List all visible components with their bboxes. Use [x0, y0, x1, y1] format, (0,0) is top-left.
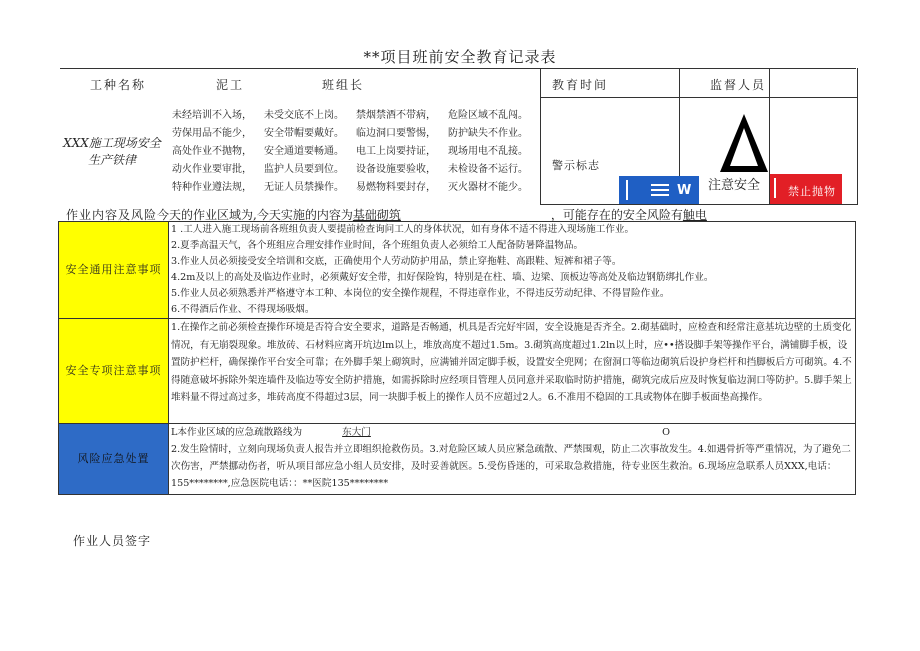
sign-bar — [626, 180, 628, 200]
scope-text: 今天实施的内容为 — [256, 208, 353, 222]
section-line: 1.在操作之前必须检查操作环境是否符合安全要求，道路是否畅通，机具是否完好牢固，安全设施是否齐全。2.砌基础时，应检查和经常注意基坑边壁的土质变化情况，有无崩裂现象。堆放砖、石材料应离开坑边lm以上，堆放高度不超过1.5m。3.砌筑高度超过1.2ln以上时，应••搭设脚手架等操作平台，满铺脚手板，设置防护栏杆，确保操作平台安全可靠；在外脚手架上砌筑时，应满铺并固定脚手板，设置安全兜网；在窗洞口等临边砌筑后设护身栏杆和挡脚板后方可砌筑。4.不得随意破坏拆除外架连墙件及临边等安全防护措施，如需拆除时应经项目管理人员同意并采取临时防护措施，砌筑完成后应及时恢复临边洞口等防护。5.脚手架上堆料量不得过高过多，堆砖高度不得超过3层，同一块脚手板上的操作人员不应超过2人。6.不准用不稳固的工具或物体在脚手板面垫高操作。 — [171, 322, 852, 403]
scope-text: 今天的作业区域为, — [157, 208, 257, 222]
rule-text: 动火作业要审批， — [172, 164, 252, 175]
rule-text: 防护缺失不作业。 — [448, 128, 528, 139]
section-line: 1 .工人进入施工现场前各班组负责人要提前检查询问工人的身体状况，如有身体不适不得进入现场施工作业。 — [171, 224, 635, 235]
supervisor-label: 监督人员 — [710, 78, 767, 92]
rule-text: 监护人员要到位。 — [264, 164, 344, 175]
sign-bar — [774, 178, 776, 198]
section-line: 2.发生险情时，立刻向现场负责人报告并立即组织抢救伤员。3.对危险区域人员应紧急疏散、严禁围观，防止二次事故发生。4.如遇骨折等严重情况，为了避免二次伤害，严禁挪动伤者，听从项目部应急小组人员安排，及时妥善就医。5.受伤昏迷的，可采取急救措施，待专业医生救治。6.现场应急联系人员XXX,电话：155********,应急医院电话：：**医院135******** — [171, 444, 851, 489]
rule-row — [172, 143, 542, 161]
rule-text: 现场用电不乱接。 — [448, 146, 528, 157]
rule-text: 无证人员禁操作。 — [264, 182, 344, 193]
rule-text: 高处作业不抛物， — [172, 146, 252, 157]
job-value: 泥工 — [216, 78, 245, 92]
section-category: 安全专项注意事项 — [59, 319, 169, 424]
section-content — [169, 222, 856, 319]
rule-text: 劳保用品不能少， — [172, 128, 252, 139]
route-end: O — [662, 427, 670, 438]
section-line: 3.作业人员必须接受安全培训和交底，正确使用个人劳动防护用品，禁止穿拖鞋、高跟鞋、短裤和裙子等。 — [171, 256, 622, 267]
table-row — [59, 222, 856, 319]
scope-text: ，可能存在的安全风险有 — [550, 208, 683, 222]
safety-notes-table — [58, 221, 856, 495]
rule-text: 危险区域不乱闯。 — [448, 110, 528, 121]
job-label: 工种名称 — [90, 78, 147, 92]
route-label: L本作业区域的应急疏散路线为 — [171, 427, 303, 438]
section-line: 6.不得酒后作业、不得现场吸烟。 — [171, 304, 315, 315]
edu-time-label: 教育时间 — [552, 78, 609, 92]
page-title: **项目班前安全教育记录表 — [363, 48, 557, 66]
rule-text: 特种作业遵法规， — [172, 182, 252, 193]
section-line: 2.夏季高温天气，各个班组应合理安排作业时间，各个班组负责人必须给工人配备防暑降温物品。 — [171, 240, 584, 251]
section-category: 风险应急处置 — [59, 424, 169, 495]
section-line: 5.作业人员必须熟悉并严格遵守本工种、本岗位的安全操作规程，不得违章作业，不得违反劳动纪律、不得冒险作业。 — [171, 288, 670, 299]
section-content — [169, 424, 856, 495]
prohibition-sign-text: 禁止抛物 — [788, 185, 836, 198]
rule-row — [172, 107, 542, 125]
rule-text: 未检设备不运行。 — [448, 164, 528, 175]
caution-sign-text: 注意安全 — [707, 178, 760, 193]
section-line — [171, 424, 853, 441]
rule-row — [172, 161, 542, 179]
rule-text: 易燃物料要封存， — [356, 182, 436, 193]
scope-content: 基础砌筑 — [352, 208, 401, 222]
warning-signs-label: 警示标志 — [552, 159, 600, 172]
rule-text: 未受交底不上岗。 — [264, 110, 344, 121]
table-row — [59, 319, 856, 424]
rule-text: 临边洞口要警惕， — [356, 128, 436, 139]
work-scope-label: 作业内容及风险 — [66, 208, 158, 222]
site-rules-list — [172, 107, 542, 197]
route-value: 东大门 — [342, 427, 371, 438]
team-leader-label: 班组长 — [322, 78, 365, 92]
site-rules-title: XXX施工现场安全生产铁律 — [63, 136, 161, 167]
rule-text: 设备设施要验收， — [356, 164, 436, 175]
mandatory-sign-icon — [619, 176, 699, 204]
rule-text: 安全通道要畅通。 — [264, 146, 344, 157]
warning-triangle-icon — [718, 112, 770, 174]
section-category: 安全通用注意事项 — [59, 222, 169, 319]
signature-label: 作业人员签字 — [73, 534, 152, 548]
prohibition-sign-icon — [770, 174, 842, 204]
rule-text: 电工上岗要持证， — [356, 146, 436, 157]
box-divider — [541, 97, 857, 98]
rule-row — [172, 179, 542, 197]
table-row — [59, 424, 856, 495]
scope-risk: 触电 — [682, 208, 707, 222]
rule-text: 禁烟禁酒不带病， — [356, 110, 436, 121]
rule-text: 灭火器材不能少。 — [448, 182, 528, 193]
sign-lines-icon — [651, 184, 669, 199]
section-content — [169, 319, 856, 424]
section-line: 4.2m及以上的高处及临边作业时，必须戴好安全带，扣好保险钩，特别是在柱、墙、边梁、顶板边等高处及临边钢筋绑扎作业。 — [171, 272, 714, 283]
sign-letter: W — [677, 183, 692, 198]
rule-row — [172, 125, 542, 143]
route-underline — [302, 424, 662, 441]
rule-text: 安全带帽要戴好。 — [264, 128, 344, 139]
rule-text: 未经培训不入场， — [172, 110, 252, 121]
